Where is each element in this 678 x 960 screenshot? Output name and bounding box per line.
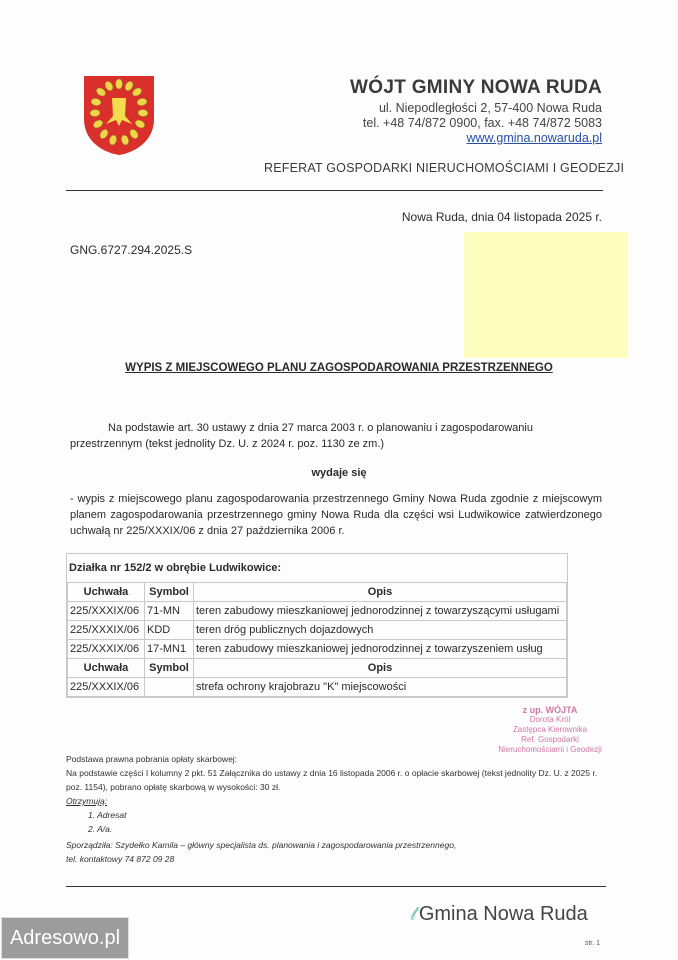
resolution-cell: 225/XXXIX/06 [68, 621, 145, 640]
office-phone-fax: tel. +48 74/872 0900, fax. +48 74/872 5083 [362, 116, 602, 130]
office-address: ul. Niepodległości 2, 57-400 Nowa Ruda [378, 101, 602, 115]
description-cell: teren zabudowy mieszkaniowej jednorodzinnej z towarzyszącymi usługami [194, 602, 567, 621]
recipient-item: 2. A/a. [88, 824, 113, 834]
plot-zoning-table [66, 553, 568, 698]
fee-text: Na podstawie części I kolumny 2 pkt. 51 Załącznika do ustawy z dnia 16 listopada 2006 r. o opłacie skarbowej (tekst jednolity Dz. U. z 2025 r. poz. 1154), pobrano opłatę skarbową w wysokości: 30 zł. [66, 768, 598, 792]
table-header-row [68, 583, 567, 602]
stamp-line: z up. WÓJTA [522, 705, 578, 715]
description-cell: teren dróg publicznych dojazdowych [194, 621, 567, 640]
recipients-label: Otrzymują: [66, 796, 108, 806]
reference-number: GNG.6727.294.2025.S [70, 243, 193, 257]
column-header: Opis [194, 583, 567, 602]
column-header: Symbol [145, 659, 194, 678]
resolution-cell: 225/XXXIX/06 [68, 640, 145, 659]
footer-logo-text: Gmina Nowa Ruda [418, 903, 588, 925]
symbol-cell [145, 678, 194, 697]
stamp-line: Ref. Gospodarki [521, 735, 579, 744]
table-row [68, 621, 567, 640]
description-cell: strefa ochrony krajobrazu "K" miejscowości [194, 678, 567, 697]
watermark-badge: Adresowo.pl [1, 917, 129, 959]
symbol-cell: 71-MN [145, 602, 194, 621]
redacted-address-block [464, 232, 628, 358]
date-line: Nowa Ruda, dnia 04 listopada 2025 r. [401, 210, 602, 224]
description-cell: teren zabudowy mieszkaniowej jednorodzinnej z towarzyszeniem usług [194, 640, 567, 659]
extract-description-paragraph: - wypis z miejscowego planu zagospodarowania przestrzennego Gminy Nowa Ruda zgodnie z miejscowym planem zagospodarowania przestrzennego gminy Nowa Ruda dla części wsi Ludwikowice zatwierdzonego uchwałą nr 225/XXXIX/06 z dnia 27 października 2006 r. [70, 493, 602, 537]
resolution-cell: 225/XXXIX/06 [68, 602, 145, 621]
recipient-item: 1. Adresat [88, 810, 127, 820]
resolution-cell: 225/XXXIX/06 [68, 678, 145, 697]
table-row [68, 640, 567, 659]
column-header: Uchwała [68, 659, 145, 678]
column-header: Uchwała [68, 583, 145, 602]
footer-divider [66, 886, 606, 887]
department-name: REFERAT GOSPODARKI NIERUCHOMOŚCIAMI I GEODEZJI [264, 161, 625, 175]
header-divider [66, 190, 603, 191]
footer-logo [410, 903, 588, 926]
office-website-link[interactable]: www.gmina.nowaruda.pl [466, 131, 602, 145]
document-title: WYPIS Z MIEJSCOWEGO PLANU ZAGOSPODAROWANIA PRZESTRZENNEGO [125, 362, 553, 374]
table-row [68, 678, 567, 697]
table-heading: Działka nr 152/2 w obrębie Ludwikowice: [69, 562, 282, 574]
coat-of-arms-icon [82, 74, 156, 156]
stamp-line: Nieruchomościami i Geodezji [498, 745, 602, 754]
fee-heading: Podstawa prawna pobrania opłaty skarbowej: [66, 754, 238, 764]
symbol-cell: KDD [145, 621, 194, 640]
page-number: str. 1 [584, 940, 600, 947]
stamp-line: Dorota Król [529, 715, 571, 724]
contact-phone: tel. kontaktowy 74 872 09 28 [66, 854, 175, 864]
column-header: Symbol [145, 583, 194, 602]
legal-basis-paragraph: Na podstawie art. 30 ustawy z dnia 27 marca 2003 r. o planowaniu i zagospodarowaniu przestrzennym (tekst jednolity Dz. U. z 2024 r. poz. 1130 ze zm.) [70, 422, 533, 450]
column-header: Opis [194, 659, 567, 678]
office-title: WÓJT GMINY NOWA RUDA [350, 77, 602, 98]
gmina-logo-icon: 𝓉 [410, 903, 417, 925]
stamp-line: Zastępca Kierownika [512, 725, 588, 734]
table-header-row [68, 659, 567, 678]
issued-heading: wydaje się [311, 467, 367, 479]
table-row [68, 602, 567, 621]
prepared-by: Sporządziła: Szydełko Kamila – główny specjalista ds. planowania i zagospodarowania przestrzennego, [66, 840, 457, 850]
official-stamp [480, 705, 620, 755]
symbol-cell: 17-MN1 [145, 640, 194, 659]
